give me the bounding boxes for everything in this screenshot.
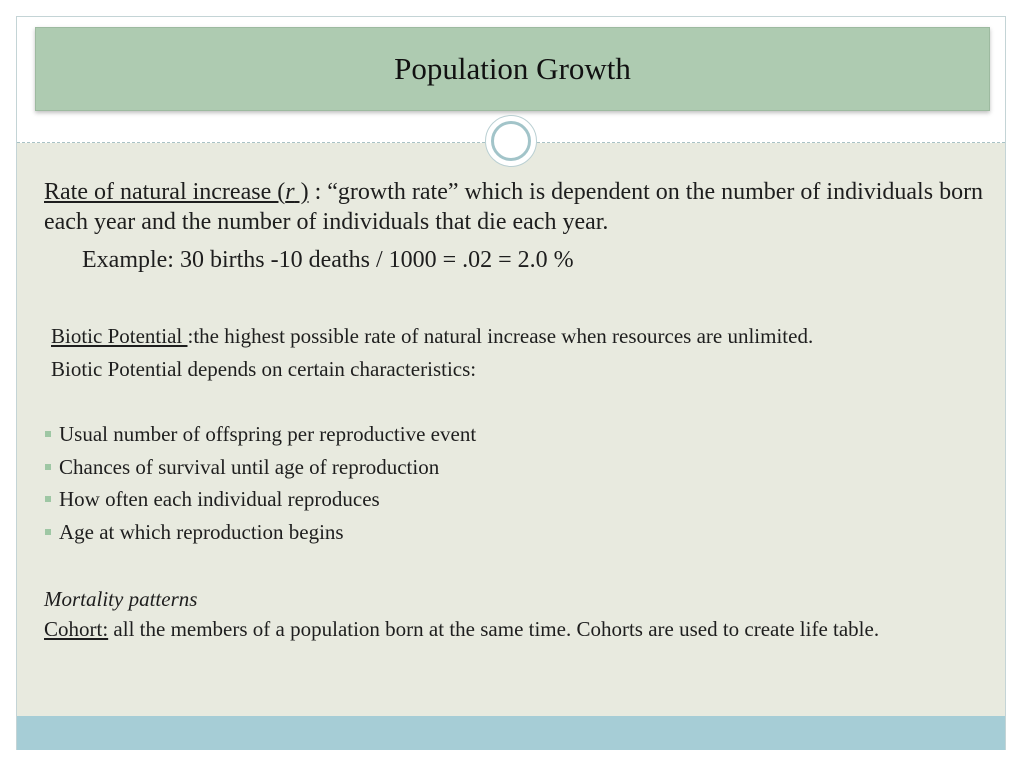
list-item-text: Chances of survival until age of reproduction xyxy=(59,454,440,479)
rate-term-close: ) xyxy=(294,179,309,205)
cohort-term: Cohort: xyxy=(44,617,109,641)
rate-example: Example: 30 births -10 deaths / 1000 = .02 = 2.0 % xyxy=(82,247,574,273)
biotic-depends: Biotic Potential depends on certain characteristics: xyxy=(51,357,477,381)
bullet-square-icon xyxy=(45,464,51,470)
decorative-circle-inner xyxy=(491,121,531,161)
cohort-definition xyxy=(44,615,974,643)
list-item-text: Age at which reproduction begins xyxy=(59,519,344,544)
list-item-text: How often each individual reproduces xyxy=(59,487,380,511)
rate-term-text: Rate of natural increase ( xyxy=(44,179,286,205)
slide-title: Population Growth xyxy=(394,51,631,86)
list-item xyxy=(44,516,476,549)
characteristics-list xyxy=(44,418,476,548)
bullet-square-icon xyxy=(45,496,51,502)
biotic-definition: :the highest possible rate of natural increase when resources are unlimited. xyxy=(187,324,814,348)
rate-definition: : “growth rate” which is dependent on the number of individuals born each year and the number of individuals that die each year. xyxy=(44,179,984,235)
mortality-heading: Mortality patterns xyxy=(44,587,198,611)
footer-band xyxy=(17,716,1005,750)
biotic-potential-definition xyxy=(51,320,813,352)
rate-term-variable: r xyxy=(285,179,295,205)
bullet-square-icon xyxy=(45,529,51,535)
rate-term xyxy=(44,179,309,205)
biotic-term: Biotic Potential xyxy=(51,324,188,348)
list-item xyxy=(44,418,476,451)
title-bar xyxy=(35,27,990,111)
list-item xyxy=(44,483,476,516)
rate-definition-paragraph xyxy=(44,177,984,237)
list-item-text: Usual number of offspring per reproductive event xyxy=(59,422,477,446)
bullet-square-icon xyxy=(45,431,51,437)
cohort-text: all the members of a population born at the same time. Cohorts are used to create life table. xyxy=(108,617,880,641)
list-item xyxy=(44,451,476,484)
